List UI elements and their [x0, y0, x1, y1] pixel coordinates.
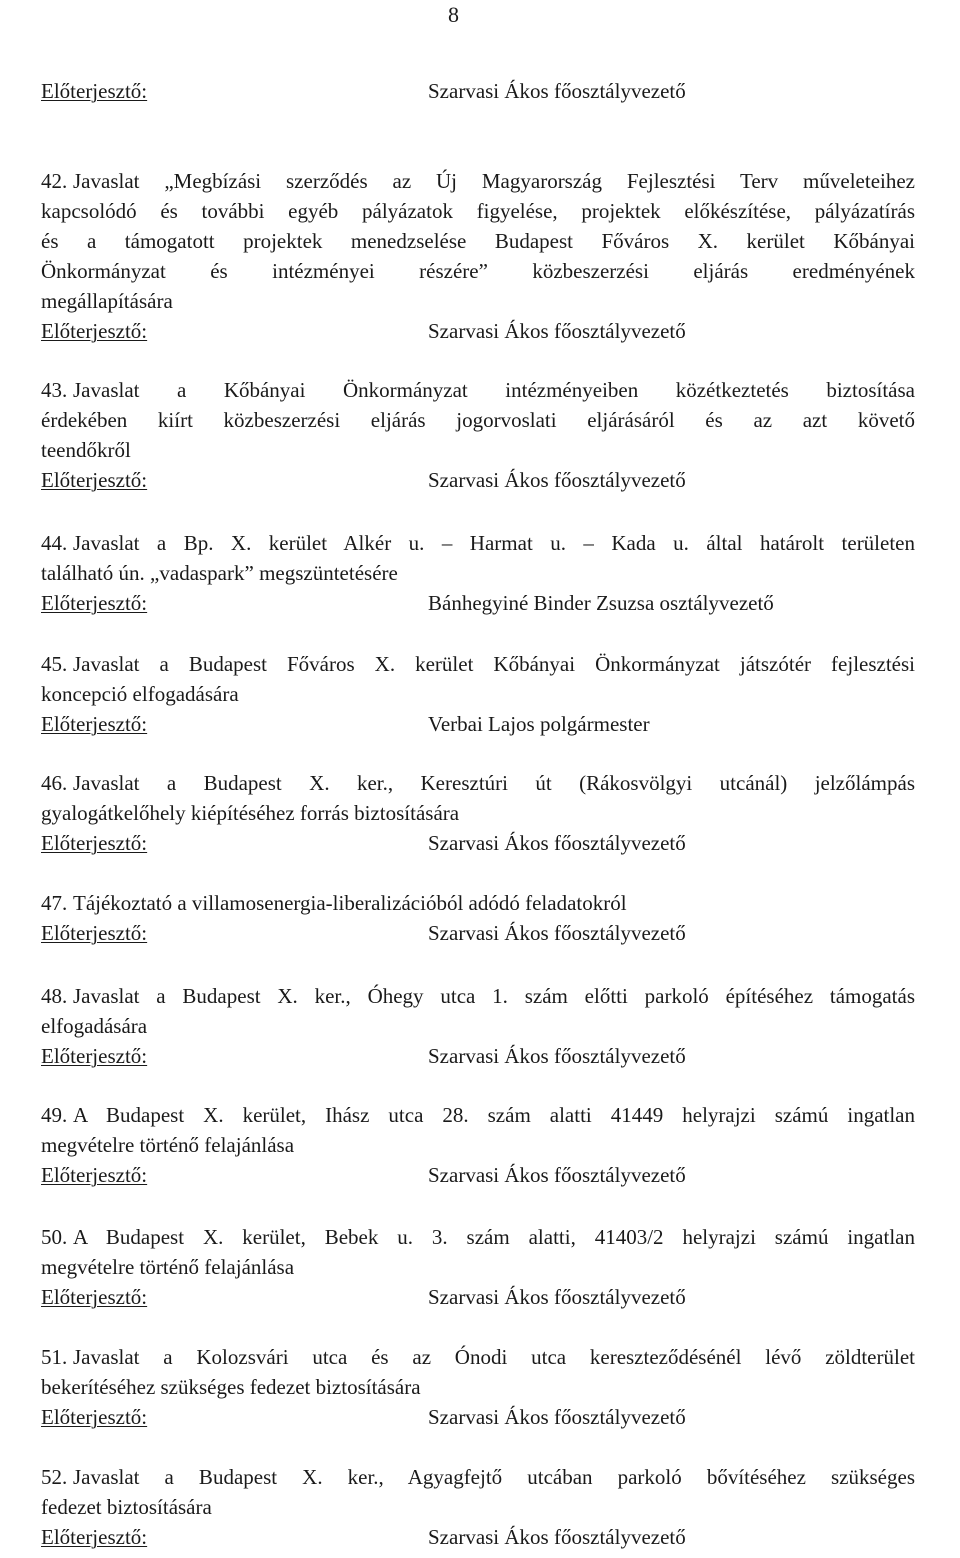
agenda-item-title-text: Javaslat a Budapest X. ker., Keresztúri út (Rákosvölgyi utcánál) jelzőlámpás	[73, 771, 915, 795]
agenda-item-title-line-first	[41, 1342, 915, 1372]
agenda-item-number: 48.	[41, 984, 68, 1008]
agenda-item-title-text: Tájékoztató a villamosenergia-liberalizációból adódó feladatokról	[73, 891, 627, 915]
agenda-item-title-text: fedezet biztosítására	[41, 1495, 212, 1519]
presenter-name: Szarvasi Ákos főosztályvezető	[428, 468, 686, 492]
presenter-label: Előterjesztő:	[41, 1285, 148, 1309]
presenter-name: Verbai Lajos polgármester	[428, 712, 650, 736]
agenda-item-title-text: Javaslat a Budapest Főváros X. kerület Kőbányai Önkormányzat játszótér fejlesztési	[73, 652, 915, 676]
presenter-name: Szarvasi Ákos főosztályvezető	[428, 1405, 686, 1429]
agenda-item-title-line-first	[41, 888, 915, 918]
agenda-item-title-text: Javaslat a Budapest X. ker., Óhegy utca 1. szám előtti parkoló építéséhez támogatás	[73, 984, 915, 1008]
agenda-item-number: 46.	[41, 771, 68, 795]
presenter-label: Előterjesztő:	[41, 1525, 148, 1549]
agenda-item-title-line-first	[41, 375, 915, 405]
agenda-item-title-text: Javaslat a Kolozsvári utca és az Ónodi utca kereszteződésénél lévő zöldterület	[73, 1345, 915, 1369]
agenda-item-title-text: érdekében kiírt közbeszerzési eljárás jogorvoslati eljárásáról és az azt követő	[41, 408, 915, 432]
agenda-item-number: 42.	[41, 169, 68, 193]
agenda-item-title-text: A Budapest X. kerület, Ihász utca 28. szám alatti 41449 helyrajzi számú ingatlan	[73, 1103, 915, 1127]
agenda-item-title-line	[41, 1130, 915, 1160]
agenda-item-title-line	[41, 435, 915, 465]
agenda-item-title-text: teendőkről	[41, 438, 131, 462]
agenda-item-number: 49.	[41, 1103, 68, 1127]
agenda-item-title-line-first	[41, 1462, 915, 1492]
agenda-item-title-line	[41, 1492, 915, 1522]
first-presenter-name: Szarvasi Ákos főosztályvezető	[428, 79, 686, 103]
agenda-item-title-line-first	[41, 166, 915, 196]
presenter-label: Előterjesztő:	[41, 1163, 148, 1187]
agenda-item-title-text: megvételre történő felajánlása	[41, 1255, 295, 1279]
presenter-name: Szarvasi Ákos főosztályvezető	[428, 1163, 686, 1187]
presenter-label: Előterjesztő:	[41, 591, 148, 615]
agenda-item-number: 43.	[41, 378, 68, 402]
presenter-label: Előterjesztő:	[41, 831, 148, 855]
agenda-item-title-line	[41, 798, 915, 828]
agenda-item-title-text: bekerítéséhez szükséges fedezet biztosítására	[41, 1375, 421, 1399]
presenter-label: Előterjesztő:	[41, 712, 148, 736]
presenter-name: Szarvasi Ákos főosztályvezető	[428, 921, 686, 945]
agenda-item-title-text: megvételre történő felajánlása	[41, 1133, 295, 1157]
agenda-item-title-text: gyalogátkelőhely kiépítéséhez forrás biztosítására	[41, 801, 460, 825]
agenda-item-title-line	[41, 196, 915, 226]
agenda-item-title-line	[41, 1372, 915, 1402]
agenda-item-number: 51.	[41, 1345, 68, 1369]
agenda-item-title-text: kapcsolódó és további egyéb pályázatok figyelése, projektek előkészítése, pályázatírás	[41, 199, 915, 223]
agenda-item-title-line	[41, 679, 915, 709]
agenda-item-title-text: Javaslat „Megbízási szerződés az Új Magyarország Fejlesztési Terv műveleteihez	[73, 169, 915, 193]
agenda-item-title-line	[41, 558, 915, 588]
presenter-name: Szarvasi Ákos főosztályvezető	[428, 831, 686, 855]
agenda-item-title-text: található ún. „vadaspark” megszüntetésére	[41, 561, 398, 585]
agenda-item-title-line	[41, 1011, 915, 1041]
page-number: 8	[448, 2, 459, 27]
presenter-name: Szarvasi Ákos főosztályvezető	[428, 1525, 686, 1549]
presenter-name: Szarvasi Ákos főosztályvezető	[428, 1285, 686, 1309]
agenda-item-title-text: megállapítására	[41, 289, 173, 313]
agenda-item-number: 45.	[41, 652, 68, 676]
agenda-item-title-line-first	[41, 649, 915, 679]
agenda-item-title-line	[41, 256, 915, 286]
agenda-item-number: 50.	[41, 1225, 68, 1249]
presenter-label: Előterjesztő:	[41, 1044, 148, 1068]
presenter-label: Előterjesztő:	[41, 921, 148, 945]
agenda-item-title-text: elfogadására	[41, 1014, 148, 1038]
agenda-item-title-line	[41, 226, 915, 256]
first-presenter-label: Előterjesztő:	[41, 79, 148, 103]
presenter-name: Szarvasi Ákos főosztályvezető	[428, 319, 686, 343]
agenda-item-title-line-first	[41, 528, 915, 558]
agenda-item-title-line-first	[41, 768, 915, 798]
agenda-item-title-line	[41, 286, 915, 316]
agenda-item-number: 44.	[41, 531, 68, 555]
agenda-item-number: 52.	[41, 1465, 68, 1489]
agenda-item-title-line-first	[41, 981, 915, 1011]
agenda-item-title-text: és a támogatott projektek menedzselése Budapest Főváros X. kerület Kőbányai	[41, 229, 915, 253]
presenter-name: Szarvasi Ákos főosztályvezető	[428, 1044, 686, 1068]
agenda-item-number: 47.	[41, 891, 68, 915]
agenda-item-title-line-first	[41, 1222, 915, 1252]
presenter-label: Előterjesztő:	[41, 1405, 148, 1429]
agenda-item-title-text: Önkormányzat és intézményei részére” közbeszerzési eljárás eredményének	[41, 259, 915, 283]
agenda-item-title-text: A Budapest X. kerület, Bebek u. 3. szám alatti, 41403/2 helyrajzi számú ingatlan	[73, 1225, 915, 1249]
agenda-item-title-line-first	[41, 1100, 915, 1130]
agenda-item-title-text: Javaslat a Budapest X. ker., Agyagfejtő utcában parkoló bővítéséhez szükséges	[73, 1465, 915, 1489]
presenter-label: Előterjesztő:	[41, 468, 148, 492]
agenda-item-title-text: Javaslat a Kőbányai Önkormányzat intézményeiben közétkeztetés biztosítása	[73, 378, 915, 402]
agenda-item-title-line	[41, 1252, 915, 1282]
agenda-item-title-line	[41, 405, 915, 435]
presenter-label: Előterjesztő:	[41, 319, 148, 343]
agenda-item-title-text: koncepció elfogadására	[41, 682, 239, 706]
presenter-name: Bánhegyiné Binder Zsuzsa osztályvezető	[428, 591, 774, 615]
agenda-item-title-text: Javaslat a Bp. X. kerület Alkér u. – Harmat u. – Kada u. által határolt területen	[73, 531, 915, 555]
